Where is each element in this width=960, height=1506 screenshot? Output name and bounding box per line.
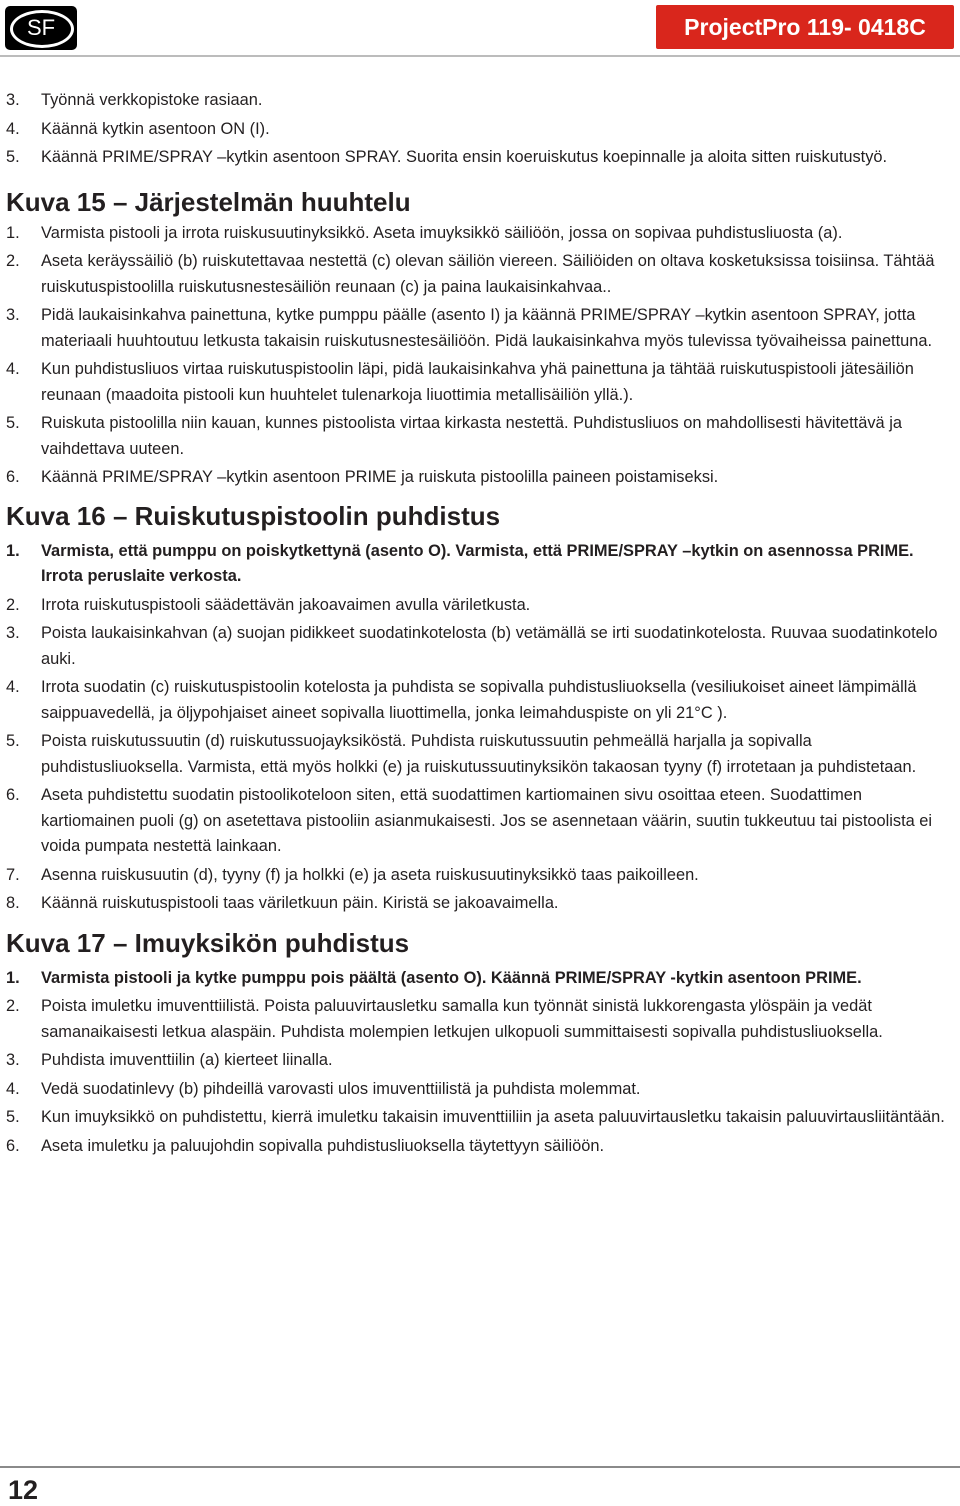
item-number: 5. — [6, 1108, 20, 1126]
item-number: 7. — [6, 865, 20, 884]
item-text: Poista imuletku imuventtiilistä. Poista paluuvirtausletku samalla kun työnnät sinistä lukkorengasta ylöspäin ja vedät samanaikaisesti letkua alaspäin. Puhdista molempien letkujen ulkopuoli summittaisesti sopivalla puhdistusliuoksella. — [41, 997, 883, 1041]
list-item — [6, 863, 954, 889]
item-text: Varmista, että pumppu on poiskytkettynä (asento O). Varmista, että PRIME/SPRAY –kytkin on asennossa PRIME. Irrota peruslaite verkosta. — [41, 541, 914, 585]
page-number: 12 — [8, 1475, 39, 1505]
item-number: 2. — [6, 595, 20, 614]
item-text: Työnnä verkkopistoke rasiaan. — [41, 91, 263, 109]
model-title: ProjectPro 119- 0418C — [684, 14, 926, 40]
item-number: 4. — [6, 678, 20, 696]
item-number: 3. — [6, 624, 20, 642]
item-number: 5. — [6, 414, 20, 432]
item-text: Ruiskuta pistoolilla niin kauan, kunnes pistoolista virtaa kirkasta nestettä. Puhdistusliuos on mahdollisesti hävitettävä ja vaihdettava uuteen. — [41, 414, 902, 458]
item-number: 4. — [6, 1079, 20, 1098]
list-item — [6, 249, 954, 300]
list-item — [6, 221, 954, 247]
list-item — [6, 303, 954, 354]
section-17-list — [6, 966, 954, 1160]
item-text: Asenna ruiskusuutin (d), tyyny (f) ja holkki (e) ja aseta ruiskusuutinyksikkö taas paikoilleen. — [41, 865, 699, 884]
top-list — [6, 88, 954, 171]
item-text: Aseta puhdistettu suodatin pistoolikoteloon siten, että suodattimen kartiomainen sivu osoittaa eteen. Suodattimen kartiomainen puoli (g) on asetettava pistooliin asianmukaisesti. Jos se asennetaan väärin, suutin tukkeutuu tai pistoolista ei voida pumpata nestettä lainkaan. — [41, 786, 933, 855]
list-item — [6, 1048, 954, 1074]
section-heading-17: Kuva 17 – Imuyksikön puhdistus — [6, 927, 410, 958]
list-item — [6, 357, 954, 408]
list-item — [6, 465, 954, 491]
list-item — [6, 783, 954, 860]
item-text: Irrota suodatin (c) ruiskutuspistoolin kotelosta ja puhdista se sopivalla puhdistusliuoksella (vesiliukoiset aineet lämpimällä saippuavedellä, ja öljypohjaiset aineet sopivalla liuottimella, jonka leimahduspiste on yli 21°C ). — [41, 678, 917, 722]
item-number: 5. — [6, 148, 20, 166]
item-text: Aseta imuletku ja paluujohdin sopivalla puhdistusliuoksella täytettyyn säiliöön. — [41, 1136, 605, 1155]
item-number: 1. — [6, 223, 20, 242]
header-divider — [0, 55, 960, 57]
list-item — [6, 88, 954, 114]
list-item — [6, 1077, 954, 1103]
language-code: SF — [26, 15, 56, 40]
item-text: Käännä PRIME/SPRAY –kytkin asentoon PRIME ja ruiskuta pistoolilla paineen poistamiseksi. — [41, 468, 719, 486]
item-number: 3. — [6, 306, 20, 324]
section-heading-16: Kuva 16 – Ruiskutuspistoolin puhdistus — [6, 500, 501, 531]
item-text: Käännä kytkin asentoon ON (I). — [41, 119, 270, 138]
item-number: 6. — [6, 468, 20, 486]
page-content — [6, 88, 954, 1162]
item-number: 2. — [6, 252, 20, 270]
item-number: 6. — [6, 786, 20, 804]
item-number: 3. — [6, 91, 20, 109]
footer-divider — [0, 1466, 960, 1468]
item-text: Poista ruiskutussuutin (d) ruiskutussuojayksiköstä. Puhdista ruiskutussuutin pehmeällä harjalla ja sopivalla puhdistusliuoksella. Varmista, että myös holkki (e) ja ruiskutussuutinyksikön takaosan tyyny (f) irrotetaan ja puhdistetaan. — [41, 732, 917, 776]
item-text: Aseta keräyssäiliö (b) ruiskutettavaa nestettä (c) olevan säiliön viereen. Säiliöiden on oltava kosketuksissa toisiinsa. Tähtää ruiskutuspistoolilla ruiskutusnestesäiliön reunaan (c) ja paina laukaisinkahvaa.. — [41, 252, 935, 296]
model-title-box — [656, 5, 954, 49]
item-text: Kun puhdistusliuos virtaa ruiskutuspistoolin läpi, pidä laukaisinkahva yhä painettuna ja tähtää ruiskutuspistooli jätesäiliön reunaan (maadoita pistooli kun huuhtelet tulenarkoja liuottimia metallisäiliön yllä.). — [41, 360, 914, 404]
item-text: Pidä laukaisinkahva painettuna, kytke pumppu päälle (asento I) ja käännä PRIME/SPRAY –kytkin asentoon SPRAY, jotta materiaali huuhtoutuu letkusta takaisin ruiskutusnestesäiliöön. Pidä laukaisinkahva myös tulevissa työvaiheissa painettuna. — [41, 306, 933, 350]
item-number: 4. — [6, 360, 20, 378]
section-16-list — [6, 539, 954, 917]
item-number: 6. — [6, 1136, 20, 1155]
item-text: Käännä ruiskutuspistooli taas väriletkuun päin. Kiristä se jakoavaimella. — [41, 894, 559, 912]
list-item — [6, 891, 954, 917]
list-item — [6, 966, 954, 992]
item-text: Varmista pistooli ja kytke pumppu pois päältä (asento O). Käännä PRIME/SPRAY -kytkin asentoon PRIME. — [41, 968, 862, 987]
section-15-list — [6, 221, 954, 491]
list-item — [6, 117, 954, 143]
item-text: Vedä suodatinlevy (b) pihdeillä varovasti ulos imuventtiilistä ja puhdista molemmat. — [41, 1079, 641, 1098]
item-text: Varmista pistooli ja irrota ruiskusuutinyksikkö. Aseta imuyksikkö säiliöön, jossa on sopivaa puhdistusliuosta (a). — [41, 223, 843, 242]
list-item — [6, 994, 954, 1045]
list-item — [6, 1105, 954, 1131]
list-item — [6, 145, 954, 171]
item-number: 4. — [6, 119, 20, 138]
list-item — [6, 729, 954, 780]
item-text: Poista laukaisinkahvan (a) suojan pidikkeet suodatinkotelosta (b) vetämällä se irti suodatinkotelosta. Ruuvaa suodatinkotelo auki. — [41, 624, 938, 668]
item-number: 5. — [6, 732, 20, 750]
list-item — [6, 675, 954, 726]
item-number: 2. — [6, 997, 20, 1015]
item-text: Kun imuyksikkö on puhdistettu, kierrä imuletku takaisin imuventtiiliin ja aseta paluuvirtausletku takaisin paluuvirtausliitäntään. — [41, 1108, 945, 1126]
item-text: Irrota ruiskutuspistooli säädettävän jakoavaimen avulla väriletkusta. — [41, 595, 531, 614]
item-number: 8. — [6, 894, 20, 912]
list-item — [6, 539, 954, 590]
list-item — [6, 621, 954, 672]
item-number: 1. — [6, 541, 20, 560]
section-heading-15: Kuva 15 – Järjestelmän huuhtelu — [6, 186, 411, 217]
page-header — [0, 0, 960, 56]
item-number: 1. — [6, 968, 20, 987]
list-item — [6, 411, 954, 462]
item-number: 3. — [6, 1051, 20, 1069]
list-item — [6, 1134, 954, 1160]
language-badge — [5, 6, 77, 50]
list-item — [6, 593, 954, 619]
item-text: Puhdista imuventtiilin (a) kierteet liinalla. — [41, 1051, 333, 1069]
item-text: Käännä PRIME/SPRAY –kytkin asentoon SPRAY. Suorita ensin koeruiskutus koepinnalle ja aloita sitten ruiskutustyö. — [41, 148, 888, 166]
